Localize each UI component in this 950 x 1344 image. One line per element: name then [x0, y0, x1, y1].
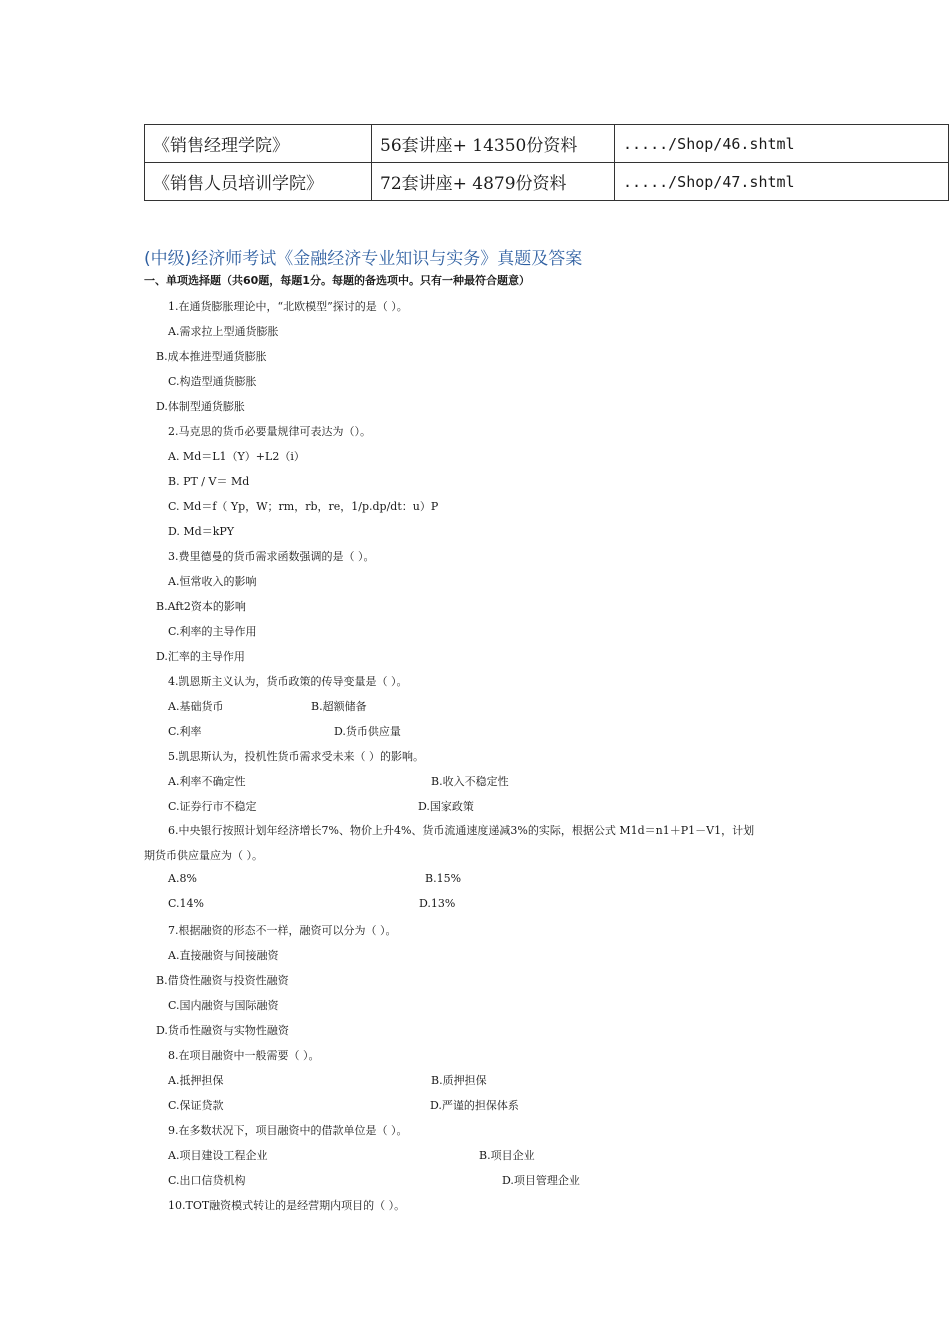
question-option: D.项目管理企业 [502, 1174, 580, 1187]
resource-link[interactable]: ...../Shop/46.shtml [615, 125, 949, 163]
question-option: B.15% [425, 872, 462, 885]
resource-link[interactable]: ...../Shop/47.shtml [615, 163, 949, 201]
question-line: C.构造型通货膨胀 [168, 375, 257, 388]
question-line: 8.在项目融资中一般需要（ ）。 [168, 1049, 320, 1062]
question-line: 6.中央银行按照计划年经济增长7%、物价上升4%、货币流通速度递减3%的实际，根据公式 M1d＝n1＋P1－V1，计划 [168, 824, 755, 837]
question-line: B.Aft2资本的影响 [156, 600, 246, 613]
question-line: D. Md＝kPY [168, 525, 235, 538]
question-line: B.借贷性融资与投资性融资 [156, 974, 289, 987]
question-line: D.货币性融资与实物性融资 [156, 1024, 289, 1037]
table-row [145, 163, 949, 201]
question-line: A.恒常收入的影响 [168, 575, 257, 588]
question-line: A.8% [168, 872, 197, 885]
question-line: 4.凯恩斯主义认为，货币政策的传导变量是（ ）。 [168, 675, 408, 688]
question-line: D.体制型通货膨胀 [156, 400, 245, 413]
question-line: A.利率不确定性 [168, 775, 246, 788]
question-line: C.14% [168, 897, 204, 910]
resource-table [144, 124, 949, 201]
question-option: D.国家政策 [418, 800, 474, 813]
question-line: A.需求拉上型通货膨胀 [168, 325, 279, 338]
document-title: (中级)经济师考试《金融经济专业知识与实务》真题及答案 [144, 249, 583, 269]
resource-name: 《销售人员培训学院》 [145, 163, 372, 201]
section-heading: 一、单项选择题（共60题，每题1分。每题的备选项中。只有一种最符合题意） [144, 274, 530, 287]
question-line: C.证券行市不稳定 [168, 800, 257, 813]
question-option: B.收入不稳定性 [431, 775, 509, 788]
question-line: C.出口信贷机构 [168, 1174, 246, 1187]
question-line: A.抵押担保 [168, 1074, 224, 1087]
question-line: A.项目建设工程企业 [168, 1149, 268, 1162]
question-line: C. Md＝f（ Yp，W；rm，rb，re，1/p.dp/dt：u）P [168, 500, 439, 513]
question-line: C.国内融资与国际融资 [168, 999, 279, 1012]
question-line: 5.凯思斯认为，投机性货币需求受未来（ ）的影响。 [168, 750, 424, 763]
question-option: D.严谨的担保体系 [430, 1099, 519, 1112]
question-line: A. Md＝L1（Y）+L2（i） [168, 450, 305, 463]
resource-name: 《销售经理学院》 [145, 125, 372, 163]
question-line: 2.马克思的货币必要量规律可表达为（）。 [168, 425, 371, 438]
resource-desc: 72套讲座+ 4879份资料 [372, 163, 615, 201]
question-line: B. PT / V＝ Md [168, 475, 250, 488]
question-line: 1.在通货膨胀理论中，“北欧模型”探讨的是（ ）。 [168, 300, 408, 313]
question-line: 9.在多数状况下，项目融资中的借款单位是（ ）。 [168, 1124, 408, 1137]
question-option: D.13% [419, 897, 456, 910]
question-line: 10.TOT融资模式转让的是经营期内项目的（ ）。 [168, 1199, 406, 1212]
question-line: 3.费里德曼的货币需求函数强调的是（ ）。 [168, 550, 375, 563]
question-line: C.利率 [168, 725, 202, 738]
table-row [145, 125, 949, 163]
question-line: C.保证贷款 [168, 1099, 224, 1112]
question-option: B.超额储备 [311, 700, 367, 713]
question-line: D.汇率的主导作用 [156, 650, 245, 663]
question-line: A.直接融资与间接融资 [168, 949, 279, 962]
question-line: A.基础货币 [168, 700, 224, 713]
question-line: C.利率的主导作用 [168, 625, 257, 638]
question-option: D.货币供应量 [334, 725, 401, 738]
question-line: 7.根据融资的形态不一样，融资可以分为（ ）。 [168, 924, 397, 937]
question-line: 期货币供应量应为（ ）。 [144, 849, 263, 862]
question-line: B.成本推进型通货膨胀 [156, 350, 267, 363]
resource-desc: 56套讲座+ 14350份资料 [372, 125, 615, 163]
question-option: B.项目企业 [479, 1149, 535, 1162]
question-option: B.质押担保 [431, 1074, 487, 1087]
